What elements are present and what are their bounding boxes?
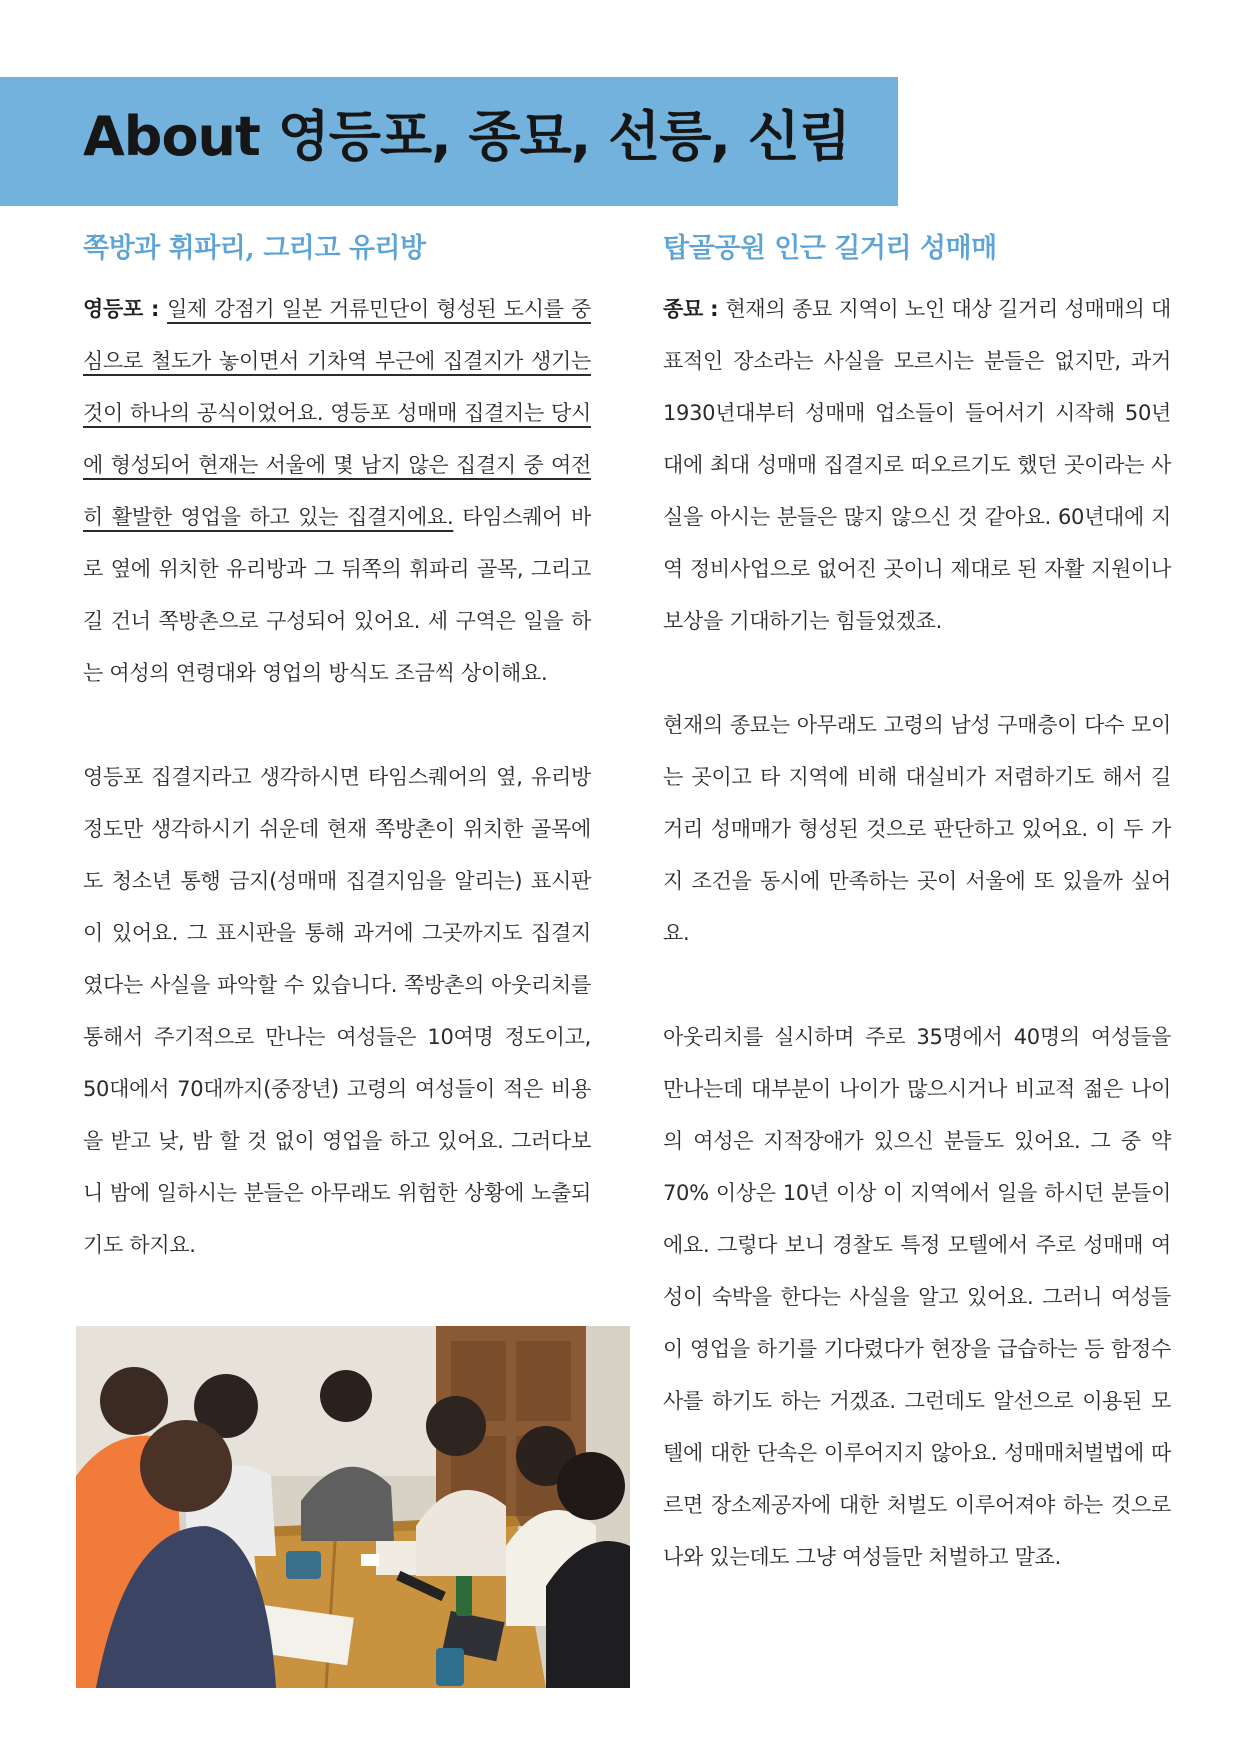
right-paragraph-1-text: 현재의 종묘 지역이 노인 대상 길거리 성매매의 대표적인 장소라는 사실을 모르시는 분들은 없지만, 과거 1930년대부터 성매매 업소들이 들어서기 시작해 50년대에 최대 성매매 집결지로 떠오르기도 했던 곳이라는 사실을 아시는 분들은 많지 않으신 것 같아요. 60년대에 지역 정비사업으로 없어진 곳이니 제대로 된 자활 지원이나 보상을 기대하기는 힘들었겠죠.	[663, 297, 1171, 633]
right-paragraph-1	[663, 283, 1171, 647]
paragraph-gap	[663, 647, 1171, 699]
right-section-heading: 탑골공원 인근 길거리 성매매	[663, 233, 997, 264]
right-column	[663, 232, 1171, 1583]
page-title: About 영등포, 종묘, 선릉, 신림	[83, 105, 851, 168]
right-paragraph-3: 아웃리치를 실시하며 주로 35명에서 40명의 여성들을 만나는데 대부분이 나이가 많으시거나 비교적 젊은 나이의 여성은 지적장애가 있으신 분들도 있어요. 그 중 약 70% 이상은 10년 이상 이 지역에서 일을 하시던 분들이에요. 그렇다 보니 경찰도 특정 모텔에서 주로 성매매 여성이 숙박을 한다는 사실을 알고 있어요. 그러니 여성들이 영업을 하기를 기다렸다가 현장을 급습하는 등 함정수사를 하기도 하는 거겠죠. 그런데도 알선으로 이용된 모텔에 대한 단속은 이루어지지 않아요. 성매매처벌법에 따르면 장소제공자에 대한 처벌도 이루어져야 하는 것으로 나와 있는데도 그냥 여성들만 처벌하고 말죠.	[663, 1025, 1171, 1569]
underlined-passage: 일제 강점기 일본 거류민단이 형성된 도시를 중심으로 철도가 놓이면서 기차역 부근에 집결지가 생기는 것이 하나의 공식이었어요. 영등포 성매매 집결지는 당시에 형성되어 현재는 서울에 몇 남지 않은 집결지 중 여전히 활발한 영업을 하고 있는 집결지에요.	[83, 297, 591, 529]
yeongdeungpo-label: 영등포 :	[83, 297, 168, 321]
jongmyo-label: 종묘 :	[663, 297, 726, 321]
right-paragraph-2: 현재의 종묘는 아무래도 고령의 남성 구매층이 다수 모이는 곳이고 타 지역에 비해 대실비가 저렴하기도 해서 길거리 성매매가 형성된 것으로 판단하고 있어요. 이 두 가지 조건을 동시에 만족하는 곳이 서울에 또 있을까 싶어요.	[663, 713, 1171, 945]
paragraph-gap	[663, 959, 1171, 1011]
left-section-heading: 쪽방과 휘파리, 그리고 유리방	[83, 233, 426, 264]
left-paragraph-2: 영등포 집결지라고 생각하시면 타임스퀘어의 옆, 유리방 정도만 생각하시기 쉬운데 현재 쪽방촌이 위치한 골목에도 청소년 통행 금지(성매매 집결지임을 알리는) 표시판이 있어요. 그 표시판을 통해 과거에 그곳까지도 집결지였다는 사실을 파악할 수 있습니다. 쪽방촌의 아웃리치를 통해서 주기적으로 만나는 여성들은 10여명 정도이고, 50대에서 70대까지(중장년) 고령의 여성들이 적은 비용을 받고 낮, 밤 할 것 없이 영업을 하고 있어요. 그러다보니 밤에 일하시는 분들은 아무래도 위험한 상황에 노출되기도 하지요.	[83, 765, 591, 1257]
title-banner	[0, 77, 898, 206]
outreach-meeting-photo	[76, 1326, 630, 1688]
left-paragraph-1-rest: 타임스퀘어 바로 옆에 위치한 유리방과 그 뒤쪽의 휘파리 골목, 그리고 길 건너 쪽방촌으로 구성되어 있어요. 세 구역은 일을 하는 여성의 연령대와 영업의 방식도 조금씩 상이해요.	[83, 505, 591, 685]
left-paragraph-1	[83, 283, 591, 699]
paragraph-gap	[83, 699, 591, 751]
left-column	[83, 232, 591, 1271]
